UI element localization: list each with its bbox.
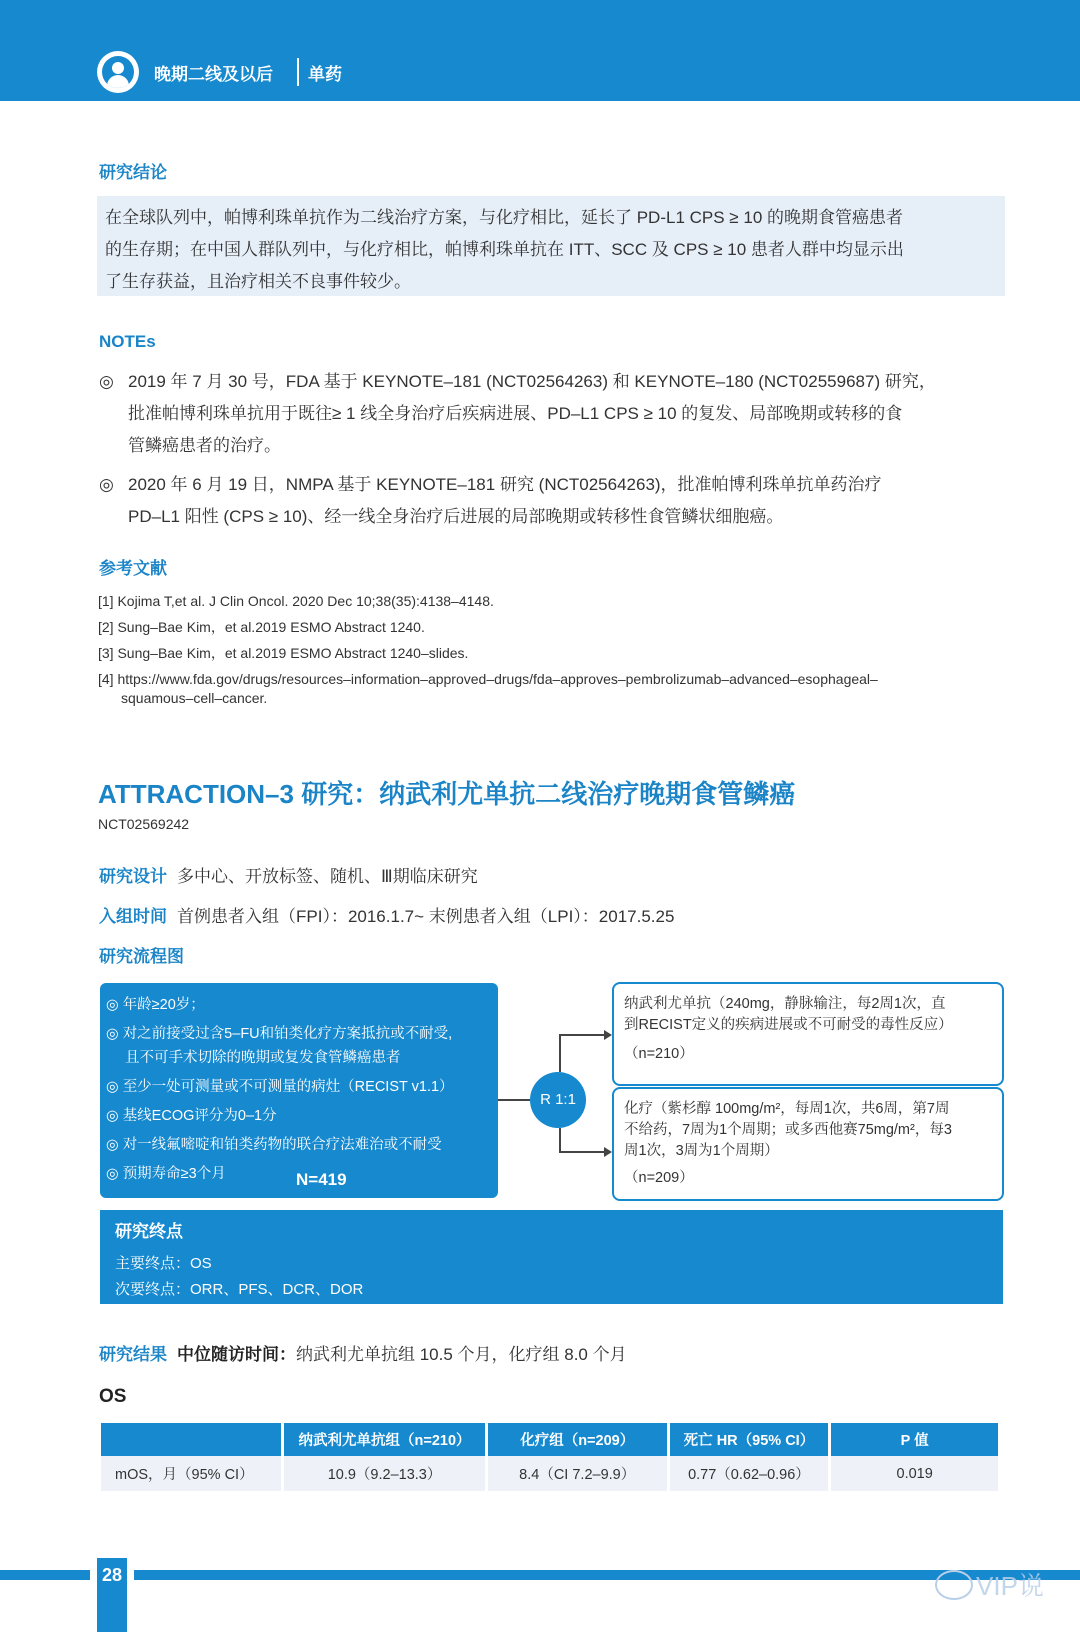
results-row (99, 1340, 627, 1365)
endpoints-box (100, 1210, 1003, 1304)
bullet-icon: ◎ (99, 475, 114, 494)
header-section: 晚期二线及以后 (154, 65, 273, 84)
user-icon (97, 51, 139, 93)
enroll-time (99, 902, 674, 927)
arm-line: 纳武利尤单抗（240mg，静脉输注，每2周1次，直 (624, 996, 946, 1012)
watermark-text: VIP说 (976, 1571, 1044, 1601)
note-line: 管鳞癌患者的治疗。 (128, 436, 281, 455)
table-header: P 值 (830, 1423, 1000, 1456)
note-line: 2020 年 6 月 19 日，NMPA 基于 KEYNOTE–181 研究 (NCT02564263)，批准帕博利珠单抗单药治疗 (128, 475, 882, 494)
note-line: PD–L1 阳性 (CPS ≥ 10)、经一线全身治疗后进展的局部晚期或转移性食管鳞状细胞癌。 (128, 507, 784, 526)
table-cell: 0.77（0.62–0.96） (668, 1456, 830, 1491)
design-value: 多中心、开放标签、随机、Ⅲ期临床研究 (177, 867, 478, 886)
connector-line (559, 1151, 604, 1153)
arm-nivolumab (612, 982, 1004, 1086)
randomization-node: R 1:1 (530, 1072, 586, 1128)
footer-line (0, 1570, 90, 1580)
table-header: 死亡 HR（95% CI） (668, 1423, 830, 1456)
criteria-item: ◎ 基线ECOG评分为0–1分 (106, 1108, 277, 1124)
table-header: 纳武利尤单抗组（n=210） (283, 1423, 487, 1456)
results-label: 研究结果 (99, 1345, 167, 1364)
criteria-item: ◎ 对一线氟嘧啶和铂类药物的联合疗法难治或不耐受 (106, 1137, 442, 1153)
endpoints-title: 研究终点 (115, 1222, 183, 1241)
flow-title: 研究流程图 (99, 947, 184, 966)
header-bar (0, 0, 1080, 101)
conclusion-line: 的生存期；在中国人群队列中，与化疗相比，帕博利珠单抗在 ITT、SCC 及 CPS ≥ 10 患者人群中均显示出 (105, 240, 904, 259)
study-nct: NCT02569242 (98, 816, 190, 832)
header-subsection: 单药 (308, 65, 342, 84)
conclusion-line: 在全球队列中，帕博利珠单抗作为二线治疗方案，与化疗相比，延长了 PD-L1 CPS ≥ 10 的晚期食管癌患者 (105, 208, 903, 227)
criteria-item: ◎ 至少一处可测量或不可测量的病灶（RECIST v1.1） (106, 1079, 454, 1095)
criteria-item-cont: 且不可手术切除的晚期或复发食管鳞癌患者 (125, 1050, 401, 1066)
reference-item: [4] https://www.fda.gov/drugs/resources–information–approved–drugs/fda–approves–pembrolizumab–advanced–esophageal– (98, 671, 878, 687)
criteria-item: ◎ 预期寿命≥3个月 (106, 1166, 226, 1182)
primary-endpoint: 主要终点：OS (115, 1255, 212, 1272)
table-row (101, 1456, 1000, 1491)
connector-line (559, 1128, 561, 1152)
note-item (99, 469, 1079, 533)
criteria-item: ◎ 年龄≥20岁； (106, 997, 205, 1013)
reference-item: [1] Kojima T,et al. J Clin Oncol. 2020 Dec 10;38(35):4138–4148. (98, 593, 494, 609)
os-table (101, 1423, 1001, 1491)
secondary-endpoint: 次要终点：ORR、PFS、DCR、DOR (115, 1281, 364, 1298)
notes-title: NOTEs (99, 332, 156, 351)
bullet-icon: ◎ (99, 372, 114, 391)
arm-n: （n=209） (624, 1170, 694, 1186)
followup-value: 纳武利尤单抗组 10.5 个月，化疗组 8.0 个月 (296, 1345, 627, 1364)
arm-line: 到RECIST定义的疾病进展或不可耐受的毒性反应） (624, 1017, 953, 1033)
design-label: 研究设计 (99, 867, 167, 886)
references-title: 参考文献 (99, 559, 167, 578)
header-divider (297, 58, 299, 86)
arrow-right-icon (604, 1147, 612, 1157)
inclusion-criteria-box (100, 983, 498, 1198)
study-title: ATTRACTION–3 研究：纳武利尤单抗二线治疗晚期食管鳞癌 (98, 779, 796, 809)
total-n: N=419 (296, 1170, 347, 1189)
page-number: 28 (97, 1558, 127, 1632)
wechat-icon (935, 1570, 973, 1600)
arm-line: 周1次，3周为1个周期） (624, 1143, 779, 1159)
table-cell: mOS，月（95% CI） (101, 1456, 283, 1491)
table-cell: 10.9（9.2–13.3） (283, 1456, 487, 1491)
criteria-item: ◎ 对之前接受过含5–FU和铂类化疗方案抵抗或不耐受, (106, 1026, 453, 1042)
enroll-value: 首例患者入组（FPI）：2016.1.7~ 末例患者入组（LPI）：2017.5.25 (177, 907, 675, 926)
table-cell: 8.4（CI 7.2–9.9） (486, 1456, 668, 1491)
os-title: OS (99, 1386, 127, 1407)
reference-item: [3] Sung–Bae Kim，et al.2019 ESMO Abstract 1240–slides. (98, 645, 469, 661)
note-line: 2019 年 7 月 30 号，FDA 基于 KEYNOTE–181 (NCT02564263) 和 KEYNOTE–180 (NCT02559687) 研究， (128, 372, 936, 391)
arm-n: （n=210） (624, 1046, 694, 1062)
note-line: 批准帕博利珠单抗用于既往≥ 1 线全身治疗后疾病进展、PD–L1 CPS ≥ 10 的复发、局部晚期或转移的食 (128, 404, 903, 423)
arm-line: 不给药，7周为1个周期；或多西他赛75mg/m²，每3 (624, 1122, 952, 1138)
study-design (99, 862, 478, 887)
connector-line (498, 1099, 530, 1101)
reference-item: [2] Sung–Bae Kim，et al.2019 ESMO Abstract 1240. (98, 619, 425, 635)
arm-line: 化疗（紫杉醇 100mg/m²，每周1次，共6周，第7周 (624, 1101, 950, 1117)
table-header (101, 1423, 283, 1456)
enroll-label: 入组时间 (99, 907, 167, 926)
arrow-right-icon (604, 1030, 612, 1040)
table-cell: 0.019 (830, 1456, 1000, 1491)
arm-chemotherapy (612, 1087, 1004, 1201)
reference-item-cont: squamous–cell–cancer. (121, 690, 268, 706)
conclusion-line: 了生存获益，且治疗相关不良事件较少。 (105, 272, 411, 291)
connector-line (559, 1034, 561, 1072)
followup-label: 中位随访时间： (177, 1345, 296, 1364)
connector-line (559, 1034, 604, 1036)
table-header: 化疗组（n=209） (486, 1423, 668, 1456)
conclusion-box (97, 196, 1005, 296)
note-item (99, 366, 1079, 462)
conclusion-title: 研究结论 (99, 163, 167, 182)
table-header-row (101, 1423, 1000, 1456)
